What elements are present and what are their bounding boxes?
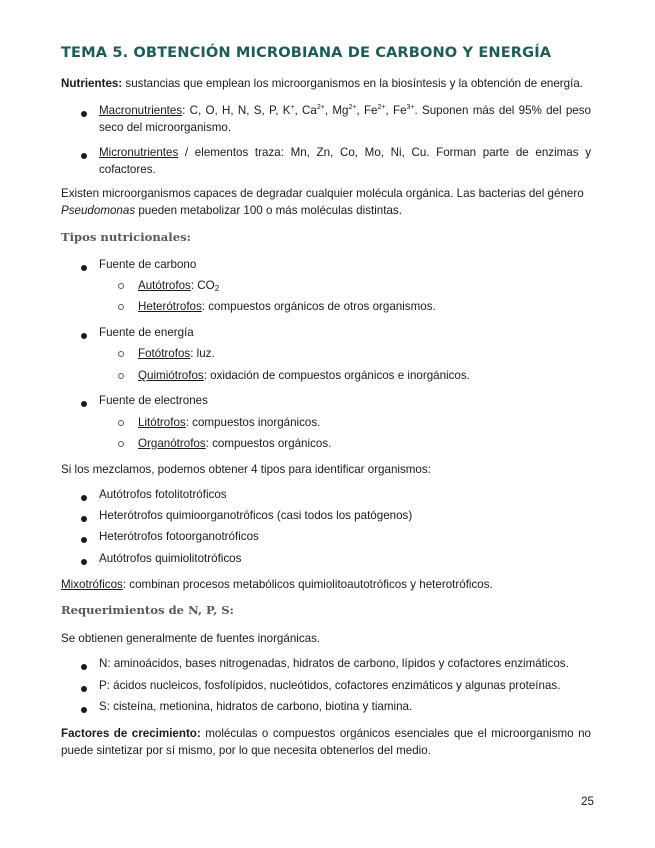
mezcla-paragraph: Si los mezclamos, podemos obtener 4 tipos para identificar organismos: bbox=[61, 463, 431, 476]
heterotrofos-item bbox=[138, 298, 588, 315]
bullet-icon bbox=[81, 265, 87, 271]
page-title: TEMA 5. OBTENCIÓN MICROBIANA DE CARBONO Y ENERGÍA bbox=[61, 44, 552, 61]
macronutrientes-list: : C, O, H, N, S, P, K bbox=[182, 104, 291, 117]
nutrientes-text: sustancias que emplean los microorganismos en la biosíntesis y la obtención de energía. bbox=[122, 77, 583, 90]
bullet-icon bbox=[81, 153, 87, 159]
bullet-icon bbox=[81, 537, 87, 543]
mg-charge: 2+ bbox=[348, 104, 357, 111]
bullet-icon bbox=[81, 495, 87, 501]
degradar-text1: Existen microorganismos capaces de degradar cualquier molécula orgánica. Las bacterias del género bbox=[61, 187, 584, 200]
bullet-icon bbox=[81, 686, 87, 692]
macronutrientes-item bbox=[99, 102, 591, 136]
macronutrientes-term: Macronutrientes bbox=[99, 104, 183, 117]
mixotroficos-term: Mixotróficos bbox=[61, 578, 123, 591]
fuente-energia-item: Fuente de energía bbox=[99, 326, 194, 339]
degradar-paragraph bbox=[61, 185, 591, 219]
quimiotrofos-item bbox=[138, 367, 588, 384]
factores-label: Factores de crecimiento: bbox=[61, 727, 201, 740]
fe3-symbol: , Fe bbox=[385, 104, 407, 117]
heterotrofos-term: Heterótrofos bbox=[138, 300, 202, 313]
autotrofos-item bbox=[138, 277, 588, 294]
quimiotrofos-text: : oxidación de compuestos orgánicos e inorgánicos. bbox=[203, 369, 470, 382]
litotrofos-term: Litótrofos bbox=[138, 416, 186, 429]
req-item-s: S: cisteína, metionina, hidratos de carbono, biotina y tiamina. bbox=[99, 700, 413, 713]
nutrientes-paragraph bbox=[61, 75, 591, 92]
page-number: 25 bbox=[581, 795, 594, 808]
pseudomonas-genus: Pseudomonas bbox=[61, 204, 136, 217]
tipos-nutricionales-heading: Tipos nutricionales: bbox=[61, 230, 191, 244]
organotrofos-term: Organótrofos bbox=[138, 437, 206, 450]
fuente-carbono-item: Fuente de carbono bbox=[99, 258, 197, 271]
litotrofos-text: : compuestos inorgánicos. bbox=[185, 416, 321, 429]
fuente-electrones-item: Fuente de electrones bbox=[99, 394, 208, 407]
autotrofos-text: : CO bbox=[190, 279, 215, 292]
requerimientos-heading: Requerimientos de N, P, S: bbox=[61, 603, 234, 617]
fototrofos-term: Fotótrofos bbox=[138, 347, 191, 360]
micronutrientes-item bbox=[99, 144, 591, 178]
ca-symbol: , Ca bbox=[294, 104, 317, 117]
req-item-p: P: ácidos nucleicos, fosfolípidos, nucleótidos, cofactores enzimáticos y algunas proteínas. bbox=[99, 679, 561, 692]
macronutrientes-rest: . Suponen más del 95% del peso seco del microorganismo. bbox=[99, 104, 591, 134]
quimiotrofos-term: Quimiótrofos bbox=[138, 369, 204, 382]
fototrofos-text: : luz. bbox=[190, 347, 215, 360]
circle-bullet-icon bbox=[118, 420, 124, 426]
requerimientos-intro: Se obtienen generalmente de fuentes inorgánicas. bbox=[61, 632, 321, 645]
tipo-item-4: Autótrofos quimiolitotróficos bbox=[99, 552, 242, 565]
circle-bullet-icon bbox=[118, 441, 124, 447]
mixotroficos-text: : combinan procesos metabólicos quimiolitoautotróficos y heterotróficos. bbox=[122, 578, 493, 591]
bullet-icon bbox=[81, 333, 87, 339]
organotrofos-text: : compuestos orgánicos. bbox=[205, 437, 332, 450]
fe2-symbol: , Fe bbox=[356, 104, 378, 117]
degradar-text2: pueden metabolizar 100 o más moléculas distintas. bbox=[135, 204, 402, 217]
tipo-item-1: Autótrofos fotolitotróficos bbox=[99, 488, 227, 501]
mixotroficos-paragraph bbox=[61, 576, 591, 593]
organotrofos-item bbox=[138, 435, 588, 452]
fe2-charge: 2+ bbox=[377, 104, 386, 111]
nutrientes-label: Nutrientes: bbox=[61, 77, 123, 90]
autotrofos-term: Autótrofos bbox=[138, 279, 191, 292]
factores-text: moléculas o compuestos orgánicos esenciales que el microorganismo no puede sintetizar por sí mismo, por lo que necesita obtenerlos del medio. bbox=[61, 727, 591, 757]
bullet-icon bbox=[81, 559, 87, 565]
tipo-item-3: Heterótrofos fotoorganotróficos bbox=[99, 530, 259, 543]
bullet-icon bbox=[81, 111, 87, 117]
bullet-icon bbox=[81, 707, 87, 713]
micronutrientes-text: / elementos traza: Mn, Zn, Co, Mo, Ni, Cu. Forman parte de enzimas y cofactores. bbox=[99, 146, 591, 176]
micronutrientes-term: Micronutrientes bbox=[99, 146, 179, 159]
fototrofos-item bbox=[138, 345, 588, 362]
req-item-n: N: aminoácidos, bases nitrogenadas, hidratos de carbono, lípidos y cofactores enzimáticos. bbox=[99, 657, 569, 670]
circle-bullet-icon bbox=[118, 351, 124, 357]
fe3-charge: 3+ bbox=[406, 104, 415, 111]
ca-charge: 2+ bbox=[316, 104, 325, 111]
k-charge: + bbox=[290, 104, 295, 111]
bullet-icon bbox=[81, 664, 87, 670]
mg-symbol: , Mg bbox=[324, 104, 349, 117]
litotrofos-item bbox=[138, 414, 588, 431]
bullet-icon bbox=[81, 401, 87, 407]
circle-bullet-icon bbox=[118, 283, 124, 289]
circle-bullet-icon bbox=[118, 373, 124, 379]
bullet-icon bbox=[81, 516, 87, 522]
circle-bullet-icon bbox=[118, 304, 124, 310]
tipo-item-2: Heterótrofos quimioorganotróficos (casi todos los patógenos) bbox=[99, 509, 413, 522]
heterotrofos-text: : compuestos orgánicos de otros organismos. bbox=[201, 300, 436, 313]
co2-subscript: 2 bbox=[214, 284, 220, 293]
factores-paragraph bbox=[61, 725, 591, 759]
